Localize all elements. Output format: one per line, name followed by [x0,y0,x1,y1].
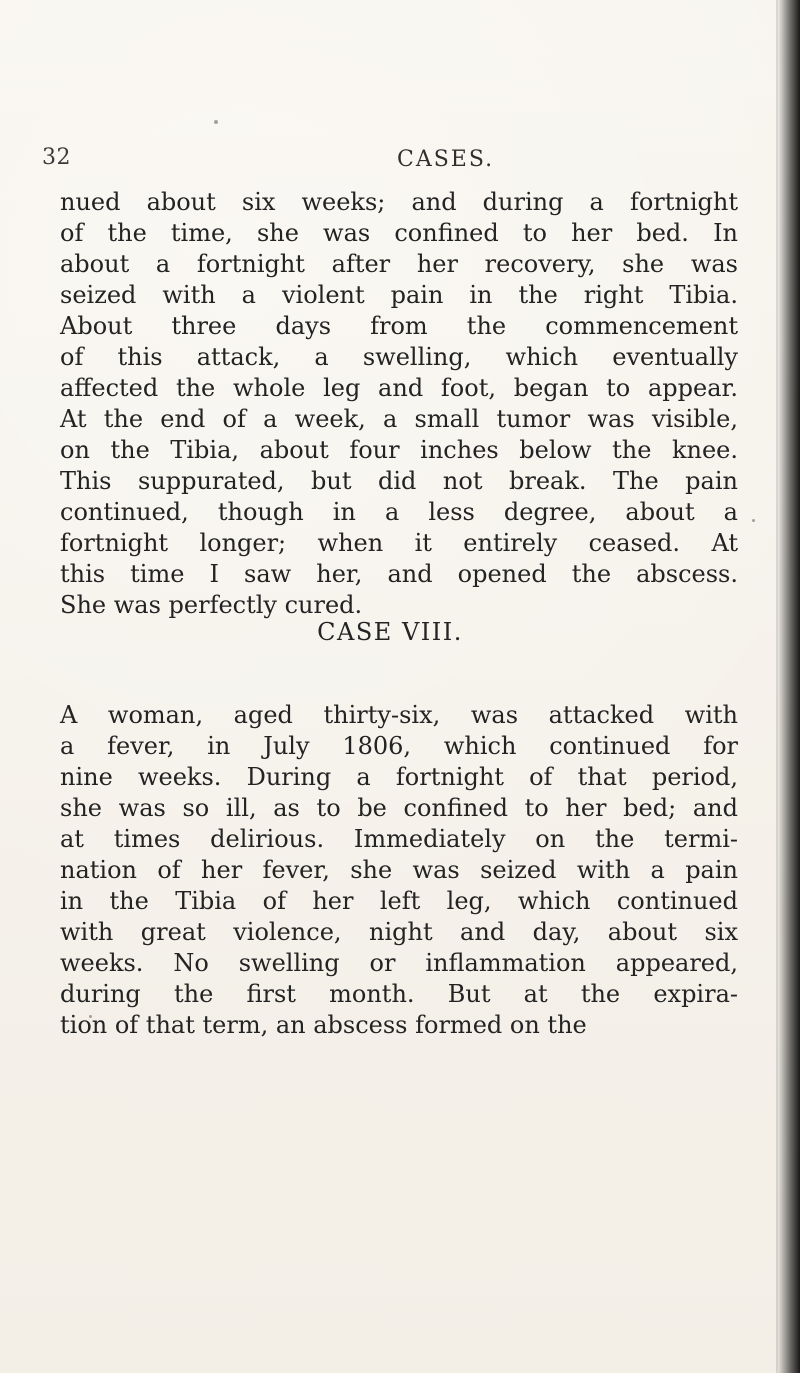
page-number: 32 [42,145,71,170]
text-line: At the end of a week, a small tumor was visible, [60,405,738,433]
running-head: CASES. [397,147,495,172]
text-line: on the Tibia, about four inches below the knee. [60,436,738,464]
text-line: during the first month. But at the expira- [60,980,738,1008]
binding-shadow [778,0,800,1373]
text-line: in the Tibia of her left leg, which continued [60,887,738,915]
text-line: at times delirious. Immediately on the termi- [60,825,738,853]
page-header [0,145,780,187]
text-line: nation of her fever, she was seized with a pain [60,856,738,884]
text-line: about a fortnight after her recovery, she was [60,250,738,278]
text-line: A woman, aged thirty-six, was attacked with [60,701,738,729]
case-text-paragraph-1 [60,187,738,621]
text-line: About three days from the commencement [60,312,738,340]
text-line: with great violence, night and day, about six [60,918,738,946]
paper-speck [752,519,755,522]
text-line: nine weeks. During a fortnight of that period, [60,763,738,791]
text-line: This suppurated, but did not break. The pain [60,467,738,495]
text-line: a fever, in July 1806, which continued for [60,732,738,760]
text-line: tion of that term, an abscess formed on the [60,1011,587,1039]
text-line: seized with a violent pain in the right Tibia. [60,281,738,309]
text-line: continued, though in a less degree, about a [60,498,738,526]
text-line: affected the whole leg and foot, began to appear. [60,374,738,402]
text-line: fortnight longer; when it entirely ceased. At [60,529,738,557]
text-line: She was perfectly cured. [60,591,363,619]
text-line: she was so ill, as to be confined to her bed; and [60,794,738,822]
text-line: nued about six weeks; and during a fortnight [60,188,738,216]
paper-speck [89,1015,92,1018]
case-text-paragraph-2 [60,700,738,1041]
text-line: of this attack, a swelling, which eventually [60,343,738,371]
text-line: this time I saw her, and opened the abscess. [60,560,738,588]
text-line: weeks. No swelling or inflammation appeared, [60,949,738,977]
text-line: of the time, she was confined to her bed. In [60,219,738,247]
paper-speck [214,120,218,124]
case-heading: CASE VIII. [317,618,463,646]
